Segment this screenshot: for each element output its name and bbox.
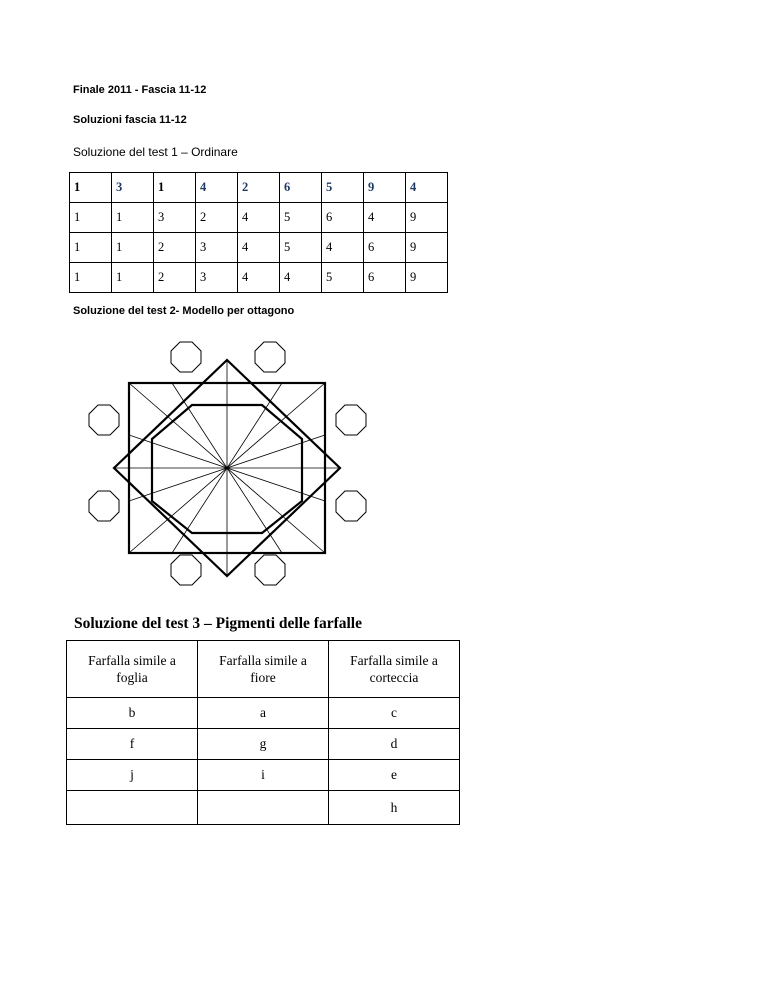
table-cell: 6 [280, 173, 322, 203]
table-cell: 4 [280, 263, 322, 293]
table-cell: f [67, 729, 198, 760]
table-row [67, 698, 460, 729]
table-cell: 1 [112, 263, 154, 293]
table-cell: 4 [406, 173, 448, 203]
header-line: Farfalla simile a [219, 653, 307, 668]
test3-title: Soluzione del test 3 – Pigmenti delle farfalle [74, 615, 362, 632]
test2-title: Soluzione del test 2- Modello per ottagono [73, 305, 295, 317]
table-cell: 6 [364, 263, 406, 293]
table-header-cell [67, 641, 198, 698]
header-line: corteccia [369, 670, 419, 685]
table-cell: 2 [154, 233, 196, 263]
small-octagon [171, 342, 201, 372]
table-cell: 3 [196, 263, 238, 293]
table-cell: 2 [154, 263, 196, 293]
table-cell: 4 [364, 203, 406, 233]
table-cell: d [329, 729, 460, 760]
table-header-cell [198, 641, 329, 698]
table-cell: c [329, 698, 460, 729]
document-title: Finale 2011 - Fascia 11-12 [73, 84, 207, 96]
table-cell: 4 [196, 173, 238, 203]
table-cell: 1 [70, 263, 112, 293]
table-header-cell [329, 641, 460, 698]
table-row [70, 263, 448, 293]
table-cell: 4 [238, 233, 280, 263]
table-cell: 9 [364, 173, 406, 203]
test1-title: Soluzione del test 1 – Ordinare [73, 145, 238, 159]
table-cell: 3 [154, 203, 196, 233]
table-cell: e [329, 760, 460, 791]
table-header-row [67, 641, 460, 698]
table-cell: i [198, 760, 329, 791]
header-line: foglia [116, 670, 148, 685]
header-line: Farfalla simile a [350, 653, 438, 668]
small-octagon [171, 555, 201, 585]
table-cell: 1 [112, 233, 154, 263]
test3-table [66, 640, 460, 825]
table-row [70, 173, 448, 203]
small-octagon [336, 491, 366, 521]
table-cell: 1 [70, 233, 112, 263]
small-octagon [255, 555, 285, 585]
header-line: Farfalla simile a [88, 653, 176, 668]
table-cell: 6 [364, 233, 406, 263]
table-cell [198, 791, 329, 825]
table-cell: 5 [280, 233, 322, 263]
table-cell: 4 [322, 233, 364, 263]
table-cell: 6 [322, 203, 364, 233]
table-cell: 5 [322, 173, 364, 203]
table-cell: g [198, 729, 329, 760]
document-subtitle: Soluzioni fascia 11-12 [73, 114, 187, 126]
table-row [67, 791, 460, 825]
table-cell: a [198, 698, 329, 729]
table-cell: h [329, 791, 460, 825]
table-row [67, 729, 460, 760]
small-octagon [336, 405, 366, 435]
table-cell: 5 [322, 263, 364, 293]
table-cell: 9 [406, 203, 448, 233]
table-cell: 1 [154, 173, 196, 203]
table-cell: 1 [70, 173, 112, 203]
small-octagon [255, 342, 285, 372]
table-cell: 9 [406, 233, 448, 263]
table-cell: 1 [112, 203, 154, 233]
table-cell: j [67, 760, 198, 791]
table-row [70, 233, 448, 263]
table-cell: 9 [406, 263, 448, 293]
test1-table [69, 172, 448, 293]
table-cell: 4 [238, 203, 280, 233]
table-cell: 2 [196, 203, 238, 233]
small-octagon [89, 491, 119, 521]
table-cell: b [67, 698, 198, 729]
table-cell: 2 [238, 173, 280, 203]
header-line: fiore [250, 670, 276, 685]
table-cell [67, 791, 198, 825]
octagon-construction-icon [82, 335, 382, 600]
table-row [67, 760, 460, 791]
table-cell: 3 [196, 233, 238, 263]
small-octagon [89, 405, 119, 435]
table-cell: 3 [112, 173, 154, 203]
table-cell: 4 [238, 263, 280, 293]
table-cell: 5 [280, 203, 322, 233]
table-cell: 1 [70, 203, 112, 233]
table-row [70, 203, 448, 233]
